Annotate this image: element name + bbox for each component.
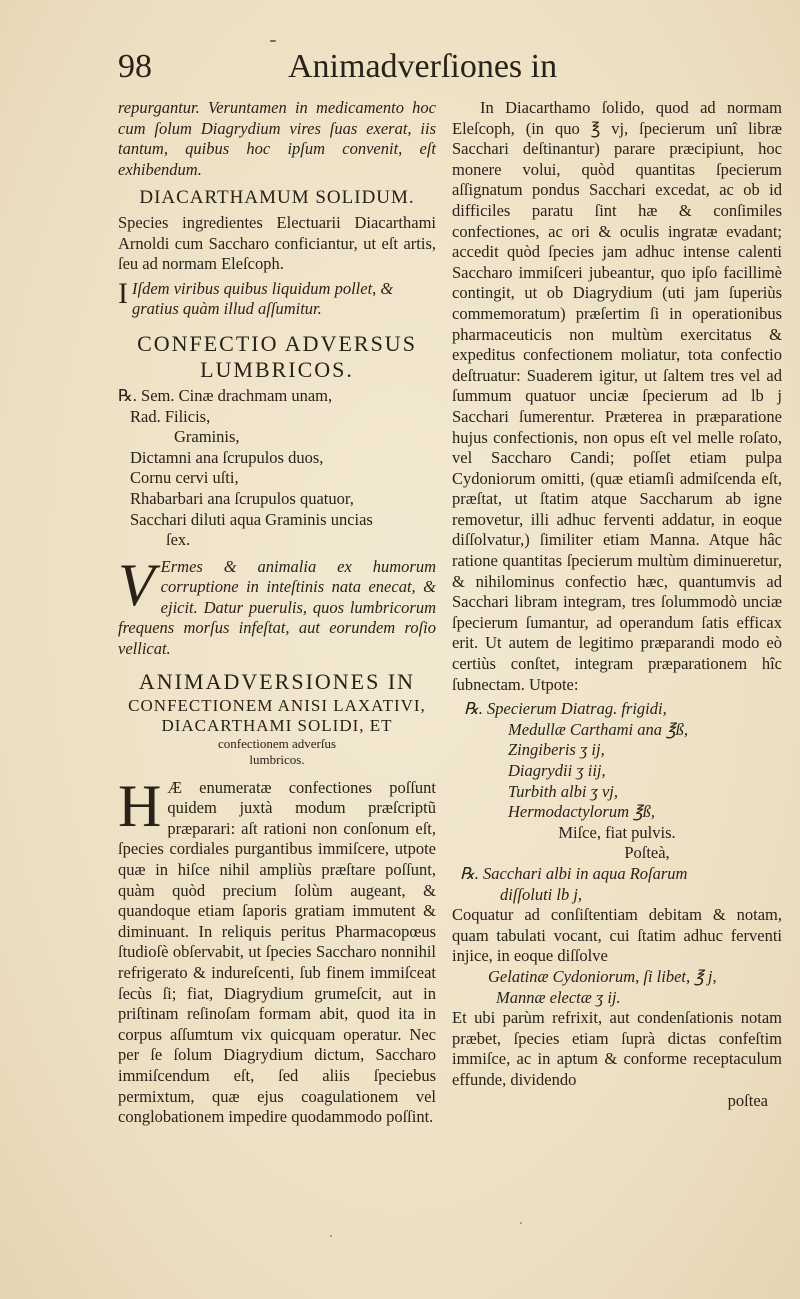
recipe-line: ℞. Sem. Cinæ drachmam unam, bbox=[118, 385, 333, 405]
page-header bbox=[118, 42, 760, 92]
heading-adversus: confectionem adverſus lumbricos. bbox=[217, 735, 337, 767]
recipe-line: ℞. Specierum Diatrag. frigidi, bbox=[464, 699, 667, 719]
recipe-line: Hermodactylorum ℥ß, bbox=[508, 802, 656, 822]
animadversio-paragraph bbox=[118, 772, 436, 1128]
heading-diacarthamum: DIACARTHAMUM SOLIDUM. bbox=[139, 187, 415, 209]
recipe-line: Cornu cervi uſti, bbox=[130, 468, 239, 488]
heading-confectionem: CONFECTIONEM ANISI LAXATIVI, DIACARTHAMI SOLIDI, ET bbox=[128, 695, 426, 735]
diacarthamo-paragraph: In Diacarthamo ſolido, quod ad normam Eleſcoph, (in quo ℥ vj, ſpecierum unî libræ Sacchari deſtinantur) parare præcipiunt, hoc monere volui, quòd quantitas ſpecierum aſſignatum pondus Sacchari excedat, ac ob id difficiles paratu ſint hæ & conſimiles confectiones, ac ori & oculis ingratæ evadant; accedit quòd ſpecies jam adhuc intense calenti Saccharo immiſceri jubeantur, quo ipſo facillimè contingit, ut ob Diagrydium (uti jam ſuperiùs commemoratum) præſertim ſi in operationibus pharmaceuticis non multùm exercitatus & expeditus confectionem moliatur, tota confectio deſtruatur: Suaderem igitur, ut ſaltem tres vel ad ſummum quatuor unciæ ſpecierum ad lb j Sacchari ſumerentur. Præterea in præparatione hujus confectionis, non opus eſt vel melle roſato, vel Saccharo Candi; poſſet etiam pulpa Cydoniorum omitti, (quæ etiamſi admiſcenda eſt, præſtat, ut ſtatim atque Saccharum ab igne removetur, illi adhuc ferventi addatur, in eoque diſſolvatur,) ſimiliter etiam Manna. Atque hâc ratione quantitas ſpecierum multùm diminueretur, & nihilominus confectio hæc, quantumvis ad Sacchari libram integram, tres ſolummodò unciæ ſpecierum ſumantur, ad operandum ſatis efficax erit. Ut autem de legitimo præparandi modo eò certiùs conſtet, integram præparationem hîc ſubnectam. Utpote: bbox=[452, 98, 782, 694]
recipe-line: Diagrydii ʒ iij, bbox=[508, 761, 606, 780]
intro-paragraph: repurgantur. Veruntamen in medicamento hoc cum ſolum Diagrydium vires ſuas exerat, iis tantum, quibus hoc ipſum convenit, eſt exhibendum. bbox=[118, 98, 436, 179]
coquatur-paragraph: Coquatur ad conſiſtentiam debitam & notam, quam tabulati vocant, cui ſtatim adhuc ferventi injice, in eoque diſſolve bbox=[452, 905, 782, 966]
recipe-line: Graminis, bbox=[174, 427, 240, 447]
diacarthamum-paragraph: Species ingredientes Electuarii Diacarthami Arnoldi cum Saccharo conficiantur, ut eſt artis, ſeu ad normam Eleſcoph. bbox=[118, 212, 436, 274]
species-recipe bbox=[452, 699, 782, 905]
recipe-line: Turbith albi ʒ vj, bbox=[508, 781, 619, 801]
running-head: Animadverſiones in bbox=[288, 48, 558, 85]
drop-cap-i: I bbox=[118, 276, 128, 310]
ink-dot bbox=[330, 1235, 332, 1237]
recipe-line: Dictamni ana ſcrupulos duos, bbox=[130, 447, 324, 467]
recipe-line: diſſoluti lb j, bbox=[500, 884, 583, 904]
et-ubi-paragraph: Et ubi parùm refrixit, aut condenſationis notam præbet, ſpecies etiam ſuprà dictas confeſtim immiſce, ac in aptum & conforme receptaculum effunde, dividendo bbox=[452, 1008, 782, 1089]
recipe-line: Gelatinæ Cydoniorum, ſi libet, ℥ j, bbox=[488, 966, 717, 986]
ink-mark bbox=[270, 40, 276, 42]
recipe-line: Medullæ Carthami ana ℥ß, bbox=[508, 719, 689, 739]
drop-cap-h: H bbox=[118, 772, 162, 839]
recipe-line: Zingiberis ʒ ij, bbox=[508, 740, 605, 760]
drop-cap-v: V bbox=[118, 551, 155, 618]
virtues-paragraph bbox=[118, 276, 436, 320]
page-number: 98 bbox=[118, 48, 152, 85]
vermes-text: Ermes & animalia ex humorum corruptione in inteſtinis nata enecat, & ejicit. Datur puerulis, quos lumbricorum frequens morſus infeſtat, aut eorundem roſio vellicat. bbox=[118, 556, 436, 659]
animadversio-text: Æ enumeratæ confectiones poſſunt quidem juxtà modum præſcriptũ præparari: aſt rationi non conſonum eſt, ſpecies cordiales purgantibus immiſcere, utpote quæ in hiſce nihil ampliùs præſtare poſſunt, quàm quòd precium ſolùm augeant, & quandoque etiam ſaporis gratiam immutent & diminuant. In reliquis peritus Pharmacopœus ſtudioſè obſervabit, ut ſpecies Saccharo nonnihil refrigerato & indureſcenti, ſub finem immiſceat ſecùs ſi; fiat, Diagrydium grumeſcit, aut in priſtinam reſinoſam formam abit, quod ita in corpus aſſumtum vix quicquam operatur. Nec per ſe ſolum Diagrydium dictum, Saccharo immiſcendum eſt, ſed aliis ſpeciebus permixtum, quæ ejus coagulationem vel conglobationem impedire quodammodo poſſint. bbox=[118, 777, 436, 1127]
ink-dot bbox=[520, 1222, 522, 1224]
recipe-line: Sacchari diluti aqua Graminis uncias bbox=[130, 509, 373, 529]
vermes-paragraph bbox=[118, 551, 436, 660]
recipe-list bbox=[118, 386, 436, 551]
heading-lumbricos: LUMBRICOS. bbox=[200, 356, 354, 382]
misce-line: Miſce, fiat pulvis. bbox=[558, 822, 676, 842]
recipe-line: Mannæ electæ ʒ ij. bbox=[496, 987, 621, 1007]
recipe-line: ſex. bbox=[166, 530, 191, 550]
left-column bbox=[118, 98, 436, 1128]
heading-animadversiones: ANIMADVERSIONES IN bbox=[138, 668, 416, 694]
catchword: poſtea bbox=[727, 1090, 768, 1110]
recipe-line: ℞. Sacchari albi in aqua Roſarum bbox=[460, 863, 688, 883]
right-column bbox=[452, 98, 782, 1111]
recipe-line: Rhabarbari ana ſcrupulos quatuor, bbox=[130, 488, 354, 508]
recipe-line: Rad. Filicis, bbox=[130, 406, 211, 426]
heading-confectio: CONFECTIO ADVERSUS bbox=[137, 330, 417, 356]
virtues-text: Iſdem viribus quibus liquidum pollet, & gratius quàm illud aſſumitur. bbox=[132, 278, 394, 319]
postea-line: Poſteà, bbox=[624, 843, 670, 863]
